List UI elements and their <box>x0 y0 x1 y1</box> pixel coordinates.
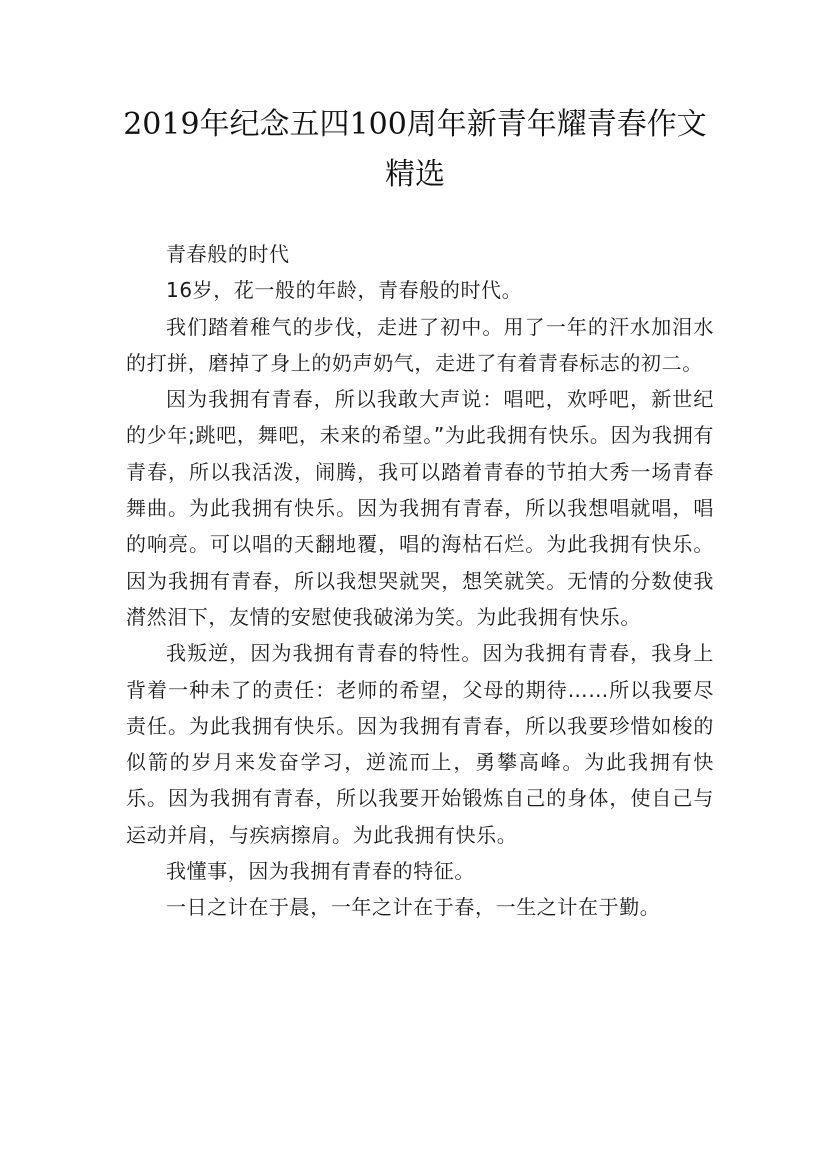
paragraph: 我叛逆，因为我拥有青春的特性。因为我拥有青春，我身上背着一种未了的责任：老师的希望，父母的期待……所以我要尽责任。为此我拥有快乐。因为我拥有青春，所以我要珍惜如梭的似箭的岁月来发奋学习，逆流而上，勇攀高峰。为此我拥有快乐。因为我拥有青春，所以我要开始锻炼自己的身体，使自己与运动并肩，与疾病擦肩。为此我拥有快乐。 <box>126 641 714 847</box>
document-body <box>126 236 714 926</box>
paragraph: 因为我拥有青春，所以我敢大声说：唱吧，欢呼吧，新世纪的少年;跳吧，舞吧，未来的希望。”为此我拥有快乐。因为我拥有青春，所以我活泼，闹腾，我可以踏着青春的节拍大秀一场青春舞曲。为此我拥有快乐。因为我拥有青春，所以我想唱就唱，唱的响亮。可以唱的天翻地覆，唱的海枯石烂。为此我拥有快乐。因为我拥有青春，所以我想哭就哭，想笑就笑。无情的分数使我潸然泪下，友情的安慰使我破涕为笑。为此我拥有快乐。 <box>126 387 714 629</box>
document-title: 2019年纪念五四100周年新青年耀青春作文精选 <box>123 107 707 192</box>
paragraph: 16岁，花一般的年龄，青春般的时代。 <box>166 278 523 303</box>
paragraph: 一日之计在于晨，一年之计在于春，一生之计在于勤。 <box>166 895 661 920</box>
paragraph: 我懂事，因为我拥有青春的特征。 <box>166 859 475 884</box>
paragraph: 我们踏着稚气的步伐，走进了初中。用了一年的汗水加泪水的打拼，磨掉了身上的奶声奶气，走进了有着青春标志的初二。 <box>126 314 714 375</box>
section-heading: 青春般的时代 <box>166 242 290 266</box>
